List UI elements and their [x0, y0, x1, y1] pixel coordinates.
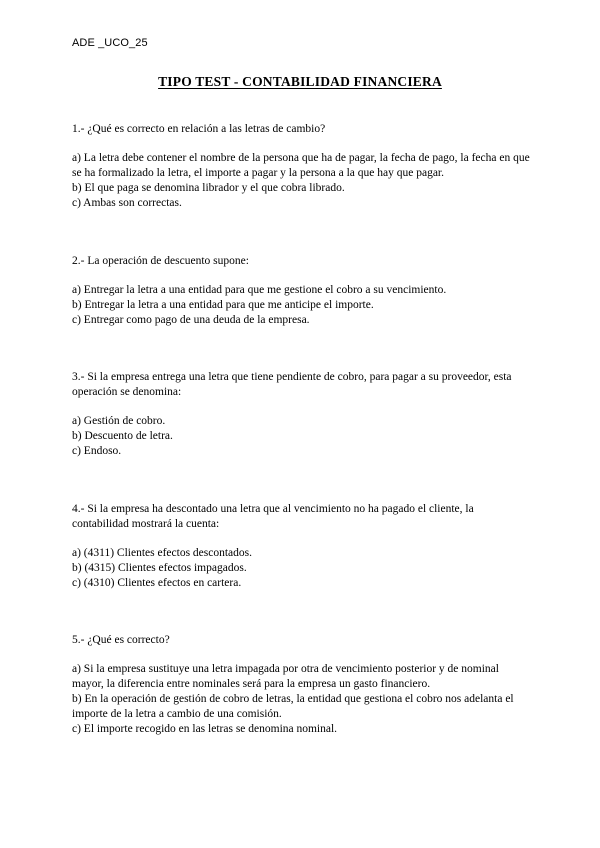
answer-option: a) Si la empresa sustituye una letra impagada por otra de vencimiento posterior y de nominal mayor, la diferencia entre nominales será para la empresa un gasto financiero.: [72, 663, 499, 690]
question-1: [72, 122, 530, 211]
answer-options: [72, 662, 530, 737]
answer-options: [72, 414, 530, 459]
question-2: [72, 254, 530, 328]
answer-option: a) (4311) Clientes efectos descontados.: [72, 547, 253, 559]
answer-option: c) Endoso.: [72, 445, 122, 457]
question-stem: 2.- La operación de descuento supone:: [72, 255, 249, 267]
page-title: TIPO TEST - CONTABILIDAD FINANCIERA: [158, 74, 442, 89]
answer-option: b) Entregar la letra a una entidad para que me anticipe el importe.: [72, 299, 374, 311]
question-stem: 1.- ¿Qué es correcto en relación a las letras de cambio?: [72, 123, 326, 135]
answer-option: a) La letra debe contener el nombre de la persona que ha de pagar, la fecha de pago, la fecha en que se ha formalizado la letra, el importe a pagar y la persona a la que hay que pagar.: [72, 152, 530, 179]
answer-option: b) (4315) Clientes efectos impagados.: [72, 562, 247, 574]
answer-option: b) El que paga se denomina librador y el que cobra librado.: [72, 182, 345, 194]
question-stem: 5.- ¿Qué es correcto?: [72, 634, 170, 646]
answer-options: [72, 283, 530, 328]
answer-option: c) Entregar como pago de una deuda de la empresa.: [72, 314, 310, 326]
answer-options: [72, 151, 530, 211]
question-stem: 3.- Si la empresa entrega una letra que tiene pendiente de cobro, para pagar a su proveedor, esta operación se denomina:: [72, 371, 512, 398]
answer-options: [72, 546, 530, 591]
answer-option: b) En la operación de gestión de cobro de letras, la entidad que gestiona el cobro nos adelanta el importe de la letra a cambio de una comisión.: [72, 693, 514, 720]
question-3: [72, 370, 530, 459]
answer-option: c) Ambas son correctas.: [72, 197, 182, 209]
answer-option: b) Descuento de letra.: [72, 430, 173, 442]
question-5: [72, 633, 530, 737]
answer-option: c) El importe recogido en las letras se denomina nominal.: [72, 723, 338, 735]
document-code: ADE _UCO_25: [72, 37, 148, 49]
answer-option: a) Gestión de cobro.: [72, 415, 166, 427]
answer-option: c) (4310) Clientes efectos en cartera.: [72, 577, 242, 589]
question-4: [72, 502, 530, 591]
question-stem: 4.- Si la empresa ha descontado una letra que al vencimiento no ha pagado el cliente, la contabilidad mostrará la cuenta:: [72, 503, 474, 530]
answer-option: a) Entregar la letra a una entidad para que me gestione el cobro a su vencimiento.: [72, 284, 447, 296]
